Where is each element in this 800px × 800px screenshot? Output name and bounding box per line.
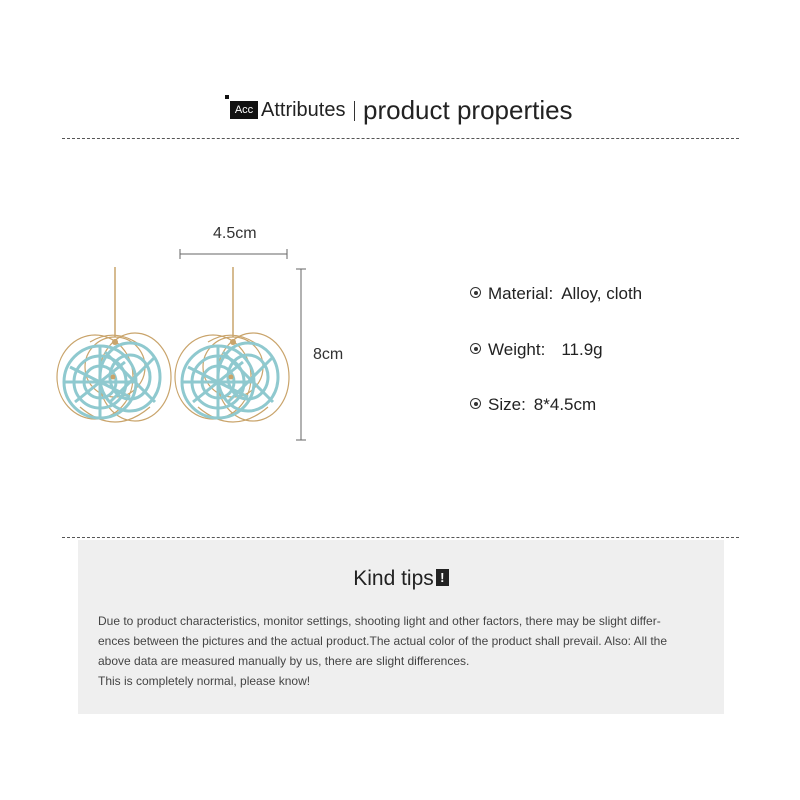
kind-tips-title bbox=[78, 567, 724, 591]
width-dimension-label: 4.5cm bbox=[213, 225, 257, 242]
warning-icon: ! bbox=[436, 569, 449, 586]
tips-line: ences between the pictures and the actual product.The actual color of the product shall prevail. Also: All the bbox=[98, 634, 668, 648]
tips-line: This is completely normal, please know! bbox=[98, 674, 311, 688]
kind-tips-panel bbox=[78, 540, 724, 714]
header-title: product properties bbox=[363, 95, 573, 125]
property-size bbox=[470, 395, 596, 415]
bullet-icon bbox=[470, 287, 481, 298]
property-value: 8*4.5cm bbox=[533, 395, 597, 414]
divider-bottom bbox=[62, 537, 739, 538]
header-attributes-label: Attributes bbox=[261, 99, 346, 121]
bullet-icon bbox=[470, 343, 481, 354]
kind-tips-title-text: Kind tips bbox=[353, 567, 434, 590]
tips-line: Due to product characteristics, monitor settings, shooting light and other factors, there may be slight differ- bbox=[98, 614, 661, 628]
property-material bbox=[470, 284, 642, 304]
property-label: Material: bbox=[488, 284, 554, 303]
property-label: Size: bbox=[488, 395, 526, 414]
property-weight bbox=[470, 340, 603, 360]
bullet-icon bbox=[470, 398, 481, 409]
kind-tips-text bbox=[98, 611, 710, 691]
property-label: Weight: bbox=[488, 340, 546, 359]
earrings-product-image bbox=[55, 262, 295, 452]
tips-line: above data are measured manually by us, there are slight differences. bbox=[98, 654, 470, 668]
property-value: 11.9g bbox=[561, 340, 603, 359]
header-badge: Acc bbox=[230, 101, 258, 119]
height-dimension-label: 8cm bbox=[313, 346, 344, 363]
property-value: Alloy, cloth bbox=[561, 284, 643, 303]
